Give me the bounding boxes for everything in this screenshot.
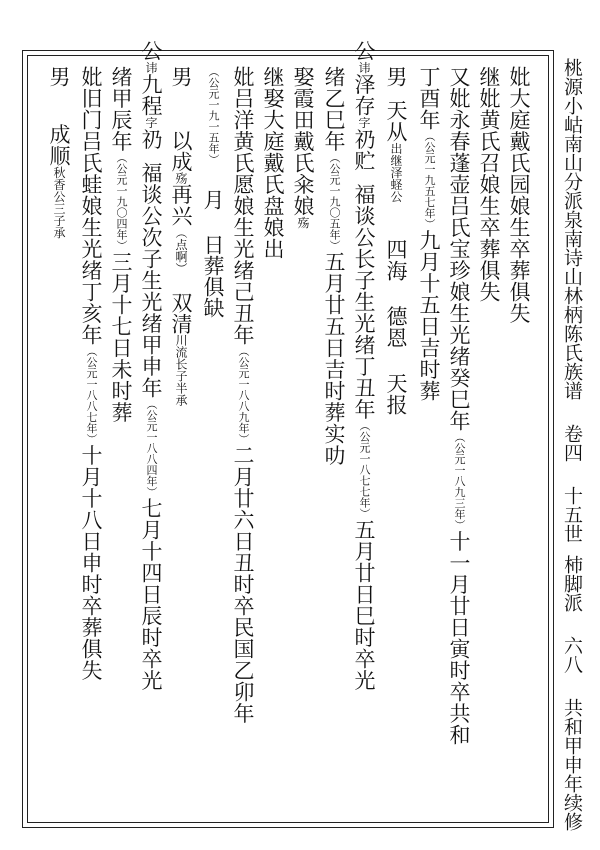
annotation: 出继泽蛏公 [389, 142, 403, 203]
column-text: 又妣永春蓬壶吕氏宝珍娘生光绪癸巳年 [447, 66, 471, 432]
column-text: 五月廿五日吉时葬实叻 [322, 251, 346, 466]
column-text: 福谈公次子生光绪甲申年 [139, 162, 163, 399]
column-text: 二月廿六日丑时卒民国乙卯年 [231, 444, 255, 724]
column-text: 日葬俱缺 [201, 234, 225, 318]
person-name: 泽存 [352, 73, 376, 117]
annotation: 秋香公三子承 [52, 166, 66, 239]
column-text: 妣旧门吕氏蛙娘生光绪丁亥年 [79, 66, 103, 346]
text-column-12: 男再兴（点啊） [169, 66, 193, 275]
text-column-10: 妣吕洋黄氏愿娘生光绪己丑年（公元一八八九年）二月廿六日丑时卒民国乙卯年 [231, 66, 255, 724]
page-number: 六八 [561, 636, 583, 674]
son-name: 以成 [169, 130, 193, 172]
text-column-9 [262, 66, 283, 260]
text-column-5 [385, 66, 406, 416]
son-name: 天从 [384, 99, 408, 143]
column-text: 妣大庭戴氏园娘生卒葬俱失 [507, 66, 531, 324]
column-text: 九月十五日吉时葬 [417, 229, 441, 402]
annotation: 殇 [296, 216, 310, 229]
annotation: 讳 [144, 61, 158, 74]
column-text: 丁酉年 [417, 66, 441, 131]
annotation: 讳 [357, 61, 371, 74]
column-text: 十一月廿日寅时卒共和 [447, 530, 471, 746]
text-column-14: 公讳九程字礽福谈公次子生光绪甲申年（公元一八八四年）七月十四日辰时卒光 [139, 40, 163, 691]
column-text: 男 [169, 66, 193, 88]
column-text: 男 [47, 66, 71, 88]
text-column-11: （公元一九一五年）月日葬俱缺 [201, 66, 225, 318]
annotation: 字 [357, 116, 371, 129]
text-column-7: 绪乙巳年（公元一九〇五年）五月廿五日吉时葬实叻 [322, 66, 346, 466]
text-column-1 [508, 66, 529, 324]
annotation: 点啊 [174, 238, 188, 263]
son-name: 再兴 [169, 183, 193, 227]
column-text: 七月十四日辰时卒光 [139, 497, 163, 691]
column-text: 绪甲辰年 [109, 66, 133, 152]
generation-label: 十五世 [561, 486, 583, 543]
text-column-15: 绪甲辰年（公元一九〇四年）三月十七日未时葬 [109, 66, 133, 423]
date-note: 公元一八七七年 [358, 431, 371, 508]
date-note: 公元一八九三年 [453, 442, 466, 520]
branch-label: 杮脚派 [561, 555, 583, 612]
text-column-2 [478, 66, 499, 303]
column-text: 绪乙巳年 [322, 66, 346, 152]
date-note: 公元一八八七年 [85, 356, 98, 434]
date-note: 公元一九〇五年 [328, 163, 341, 240]
person-name: 九程 [139, 73, 163, 117]
column-text: 月 [201, 189, 225, 210]
text-column-17 [48, 66, 69, 239]
column-text: 三月十七日未时葬 [109, 251, 133, 423]
son-name: 德恩 [384, 305, 408, 349]
column-text: 五月廿日巳时卒光 [352, 519, 376, 691]
column-text: 公 [139, 40, 163, 62]
text-column-16: 妣旧门吕氏蛙娘生光绪丁亥年（公元一八八七年）十月十八日申时卒葬俱失 [79, 66, 103, 681]
date-note: 公元一九〇四年 [115, 163, 128, 240]
annotation: 殇 [174, 172, 188, 184]
column-text: 继娶大庭戴氏盘娘出 [261, 66, 285, 260]
text-column-8 [292, 66, 313, 229]
column-text: 继妣黄氏召娘生卒葬俱失 [477, 66, 501, 303]
annotation: 字 [144, 116, 158, 129]
text-column-6: 公讳泽存字礽贮福谈公长子生光绪丁丑年（公元一八七七年）五月廿日巳时卒光 [352, 40, 376, 691]
date-note: 公元一八八九年 [237, 356, 250, 434]
text-column-3: 又妣永春蓬壶吕氏宝珍娘生光绪癸巳年（公元一八九三年）十一月廿日寅时卒共和 [447, 66, 471, 746]
column-text: 十月十八日申时卒葬俱失 [79, 444, 103, 681]
page-header [562, 58, 581, 831]
column-text: 妣吕洋黄氏愿娘生光绪己丑年 [231, 66, 255, 346]
date-note: 公元一八八四年 [145, 409, 158, 487]
column-text: 男 [384, 66, 408, 88]
column-text: 福谈公长子生光绪丁丑年 [352, 183, 376, 420]
son-name: 天报 [384, 372, 408, 416]
column-text: 公 [352, 40, 376, 62]
column-text: 娶霞田戴氏籴娘 [291, 66, 315, 217]
date-note: 公元一九一五年 [207, 77, 220, 154]
edition-label: 共和甲申年续修 [561, 698, 583, 831]
volume-label: 卷四 [561, 424, 583, 462]
text-column-4: 丁酉年（公元一九五七年）九月十五日吉时葬 [417, 66, 441, 402]
book-title: 桃源小岵南山分派泉南诗山林柄陈氏族谱 [561, 58, 583, 400]
son-name: 四海 [384, 238, 408, 282]
courtesy-name: 礽 [139, 128, 163, 150]
son-name: 双清 [169, 292, 193, 334]
annotation: 川流长子半承 [174, 334, 188, 406]
text-column-13-main [170, 130, 191, 406]
date-note: 公元一九五七年 [423, 141, 436, 219]
son-name: 成顺 [47, 123, 71, 167]
courtesy-name: 礽贮 [352, 128, 376, 172]
